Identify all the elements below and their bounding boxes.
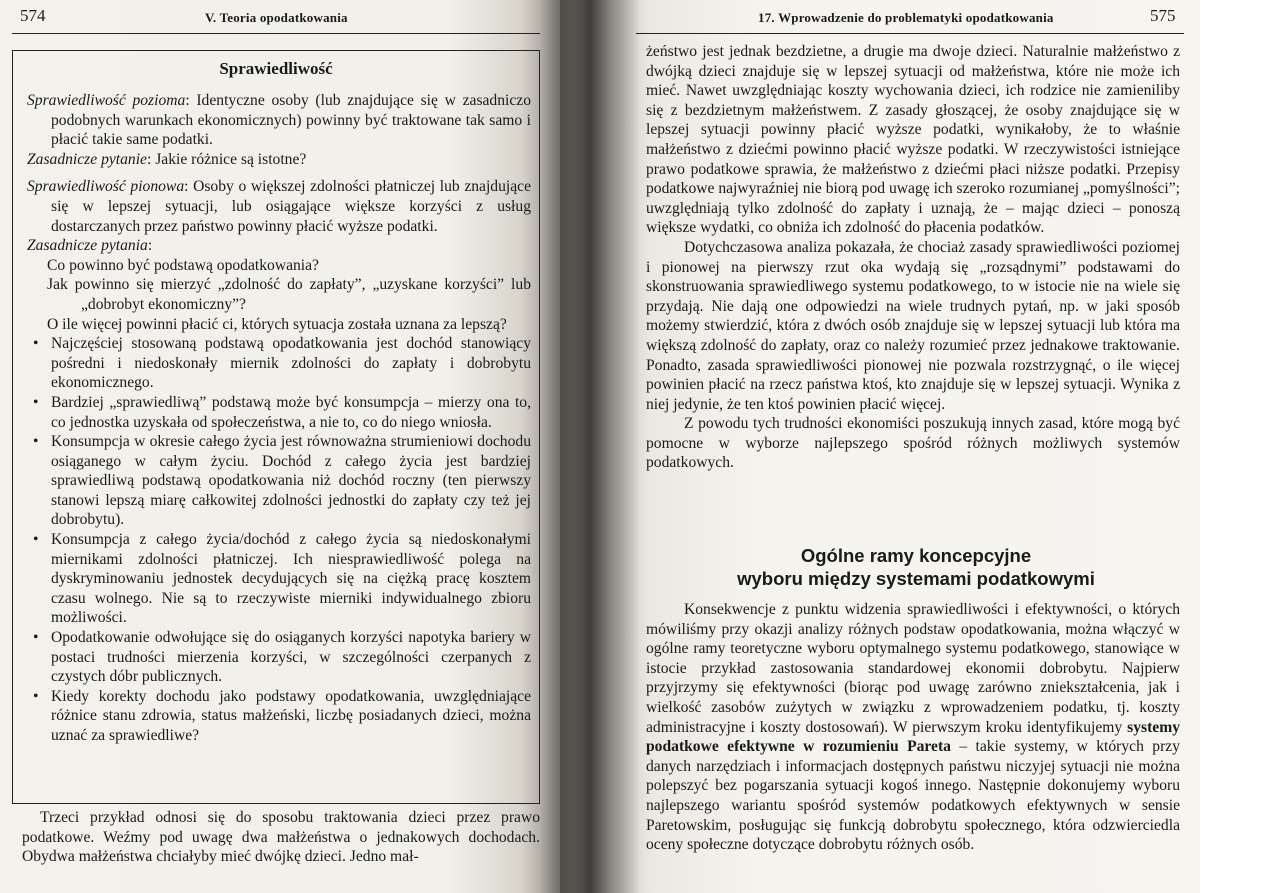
right-running-head: 17. Wprowadzenie do problematyki opodatkowania: [758, 10, 1054, 25]
left-body-text: [22, 808, 540, 867]
box-content: [27, 91, 531, 746]
horizontal-equity-definition: Sprawiedliwość pozioma: Identyczne osoby (lub znajdujące się w zasadniczo podobnych warunkach ekonomicznych) powinny być traktowane tak samo i płacić takie same podatki.: [27, 92, 531, 149]
bullet-item: • Najczęściej stosowaną podstawą opodatkowania jest dochód stanowiący pośredni i niedoskonały miernik zdolności do zapłaty i dobrobytu ekonomicznego.: [33, 335, 531, 392]
vertical-equity-definition: Sprawiedliwość pionowa: Osoby o większej zdolności płatniczej lub znajdujące się w lepszej sytuacji, lub osiągające większe korzyści z usług dostarczanych przez państwo powinny płacić wyższe podatki.: [27, 178, 531, 235]
right-paragraph: Dotychczasowa analiza pokazała, że chociaż zasady sprawiedliwości poziomej i pionowej na pierwszy rzut oka wydają się „rozsądnymi” podstawami do skonstruowania sprawiedliwego systemu podatkowego, to w istocie nie na wiele się przydają. Nie dają one odpowiedzi na wiele trudnych pytań, np. w jaki sposób możemy stwierdzić, która z dwóch osób znajduje się w lepszej sytuacji lub która ma większą zdolność do zapłaty, oraz co należy rozumieć przez jednakowe traktowanie. Ponadto, zasada sprawiedliwości pionowej nie pozwala rozstrzygnąć, o ile więcej powinien płacić na rzecz państwa ktoś, kto znajduje się w lepszej sytuacji. Wynika z niej jedynie, że ten ktoś powinien płacić więcej.: [646, 238, 1180, 413]
left-running-head: V. Teoria opodatkowania: [205, 10, 348, 25]
right-body-text: [646, 42, 1180, 473]
bullet-item: • Kiedy korekty dochodu jako podstawy opodatkowania, uwzględniające różnice stanu zdrowia, status małżeński, liczbę posiadanych dzieci, można uznać za sprawiedliwe?: [33, 687, 531, 744]
vertical-question: O ile więcej powinni płacić ci, których sytuacja została uznana za lepszą?: [47, 315, 507, 333]
right-page: [560, 0, 1200, 893]
left-page: [0, 0, 560, 893]
left-paragraph: Trzeci przykład odnosi się do sposobu traktowania dzieci przez prawo podatkowe. Weźmy pod uwagę dwa małżeństwa o jednakowych dochodach. Obydwa małżeństwa chciałyby mieć dwójkę dzieci. Jedno mał-: [22, 809, 540, 866]
bullet-item: • Konsumpcja z całego życia/dochód z całego życia są niedoskonałymi miernikami zdolności płatniczej. Ich niesprawiedliwość polega na dyskryminowaniu jednostek decydujących się na ciężką pracę kosztem czasu wolnego. Nie są to rzeczywiste mierniki indywidualnego zbioru możliwości.: [33, 531, 531, 627]
bold-term: systemy podatkowe efektywne w rozumieniu Pareta: [646, 718, 1180, 756]
right-page-number: 575: [1150, 6, 1176, 25]
bullet-item: • Opodatkowanie odwołujące się do osiąganych korzyści napotyka bariery w postaci trudności mierzenia korzyści, w szczególności czerpanych z czystych dóbr publicznych.: [33, 629, 531, 686]
right-paragraph: żeństwo jest jednak bezdzietne, a drugie ma dwoje dzieci. Naturalnie małżeństwo z dwójką dzieci znajduje się w lepszej sytuacji od małżeństwa, które nie może ich mieć. Nawet uwzględniając koszty wychowania dzieci, ich rodzice nie zamieniliby się z bezdzietnym małżeństwem. Z zasady głoszącej, że osoby znajdujące się w lepszej sytuacji powinny płacić wyższe podatki, wynikałoby, że to właśnie małżeństwo z dziećmi powinno płacić wyższe podatki. W rzeczywistości istniejące prawo podatkowe sprawia, że małżeństwo z dziećmi płaci niższe podatki. Przepisy podatkowe najwyraźniej nie biorą pod uwagę ich szeroko rozumianej „pomyślności”; uwzględniają tylko zdolność do zapłaty i uznają, że – mając dzieci – ponoszą większe wydatki, co obniża ich zdolność do płacenia podatków.: [646, 43, 1180, 237]
horizontal-equity-term: Sprawiedliwość pozioma: [27, 92, 186, 109]
right-paragraph: Konsekwencje z punktu widzenia sprawiedliwości i efektywności, o których mówiliśmy przy okazji analizy różnych podstaw opodatkowania, można włączyć w ogólne ramy teoretyczne wyboru optymalnego systemu podatkowego, stanowiące w istocie przykład zastosowania standardowej ekonomii dobrobytu. Najpierw przyjrzymy się efektywności (biorąc pod uwagę zarówno zniekształcenia, jak i wielkość zasobów zużytych w związku z wprowadzeniem podatku, tj. koszty administracyjne i koszty dostosowań). W pierwszym kroku identyfikujemy systemy podatkowe efektywne w rozumieniu Pareta – takie systemy, w których przy danych narzędziach i informacjach dostępnych państwu niczyjej sytuacji nie można polepszyć bez pogarszania sytuacji kogoś innego. Następnie dokonujemy wyboru najlepszego wariantu spośród systemów podatkowych efektywnych w sensie Paretowskim, posługując się funkcją dobrobytu społecznego, która odzwierciedla oceny społeczne dotyczące dobrobytu różnych osób.: [646, 601, 1180, 854]
vertical-questions-label: Zasadnicze pytania:: [27, 237, 153, 255]
closing-section-text: [646, 600, 1180, 855]
left-page-number: 574: [20, 6, 46, 25]
horizontal-equity-question: Zasadnicze pytanie: Jakie różnice są istotne?: [27, 150, 307, 168]
vertical-equity-term: Sprawiedliwość pionowa: [27, 178, 185, 196]
vertical-question: Co powinno być podstawą opodatkowania?: [47, 256, 319, 274]
section-heading: Ogólne ramy koncepcyjne wyboru między systemami podatkowymi: [737, 545, 1095, 589]
right-header-rule: [636, 33, 1184, 34]
box-title: Sprawiedliwość: [219, 59, 333, 78]
fairness-box: [12, 50, 540, 804]
left-header-rule: [12, 33, 540, 34]
vertical-question: Jak powinno się mierzyć „zdolność do zapłaty”, „uzyskane korzyści” lub „dobrobyt ekonomiczny”?: [47, 276, 531, 313]
bullet-item: • Konsumpcja w okresie całego życia jest równoważna strumieniowi dochodu osiąganego w całym życiu. Dochód z całego życia jest bardziej sprawiedliwą podstawą opodatkowania niż dochód roczny (ten pierwszy stanowi lepszą miarę całkowitej zdolności jednostki do zapłaty czy też jej dobrobytu).: [33, 433, 531, 529]
bullet-item: • Bardziej „sprawiedliwą” podstawą może być konsumpcja – mierzy ona to, co jednostka uzyskała od społeczeństwa, a nie to, co do niego wniosła.: [33, 393, 531, 431]
right-paragraph: Z powodu tych trudności ekonomiści poszukują innych zasad, które mogą być pomocne w wyborze najlepszego spośród różnych możliwych systemów podatkowych.: [646, 415, 1180, 472]
